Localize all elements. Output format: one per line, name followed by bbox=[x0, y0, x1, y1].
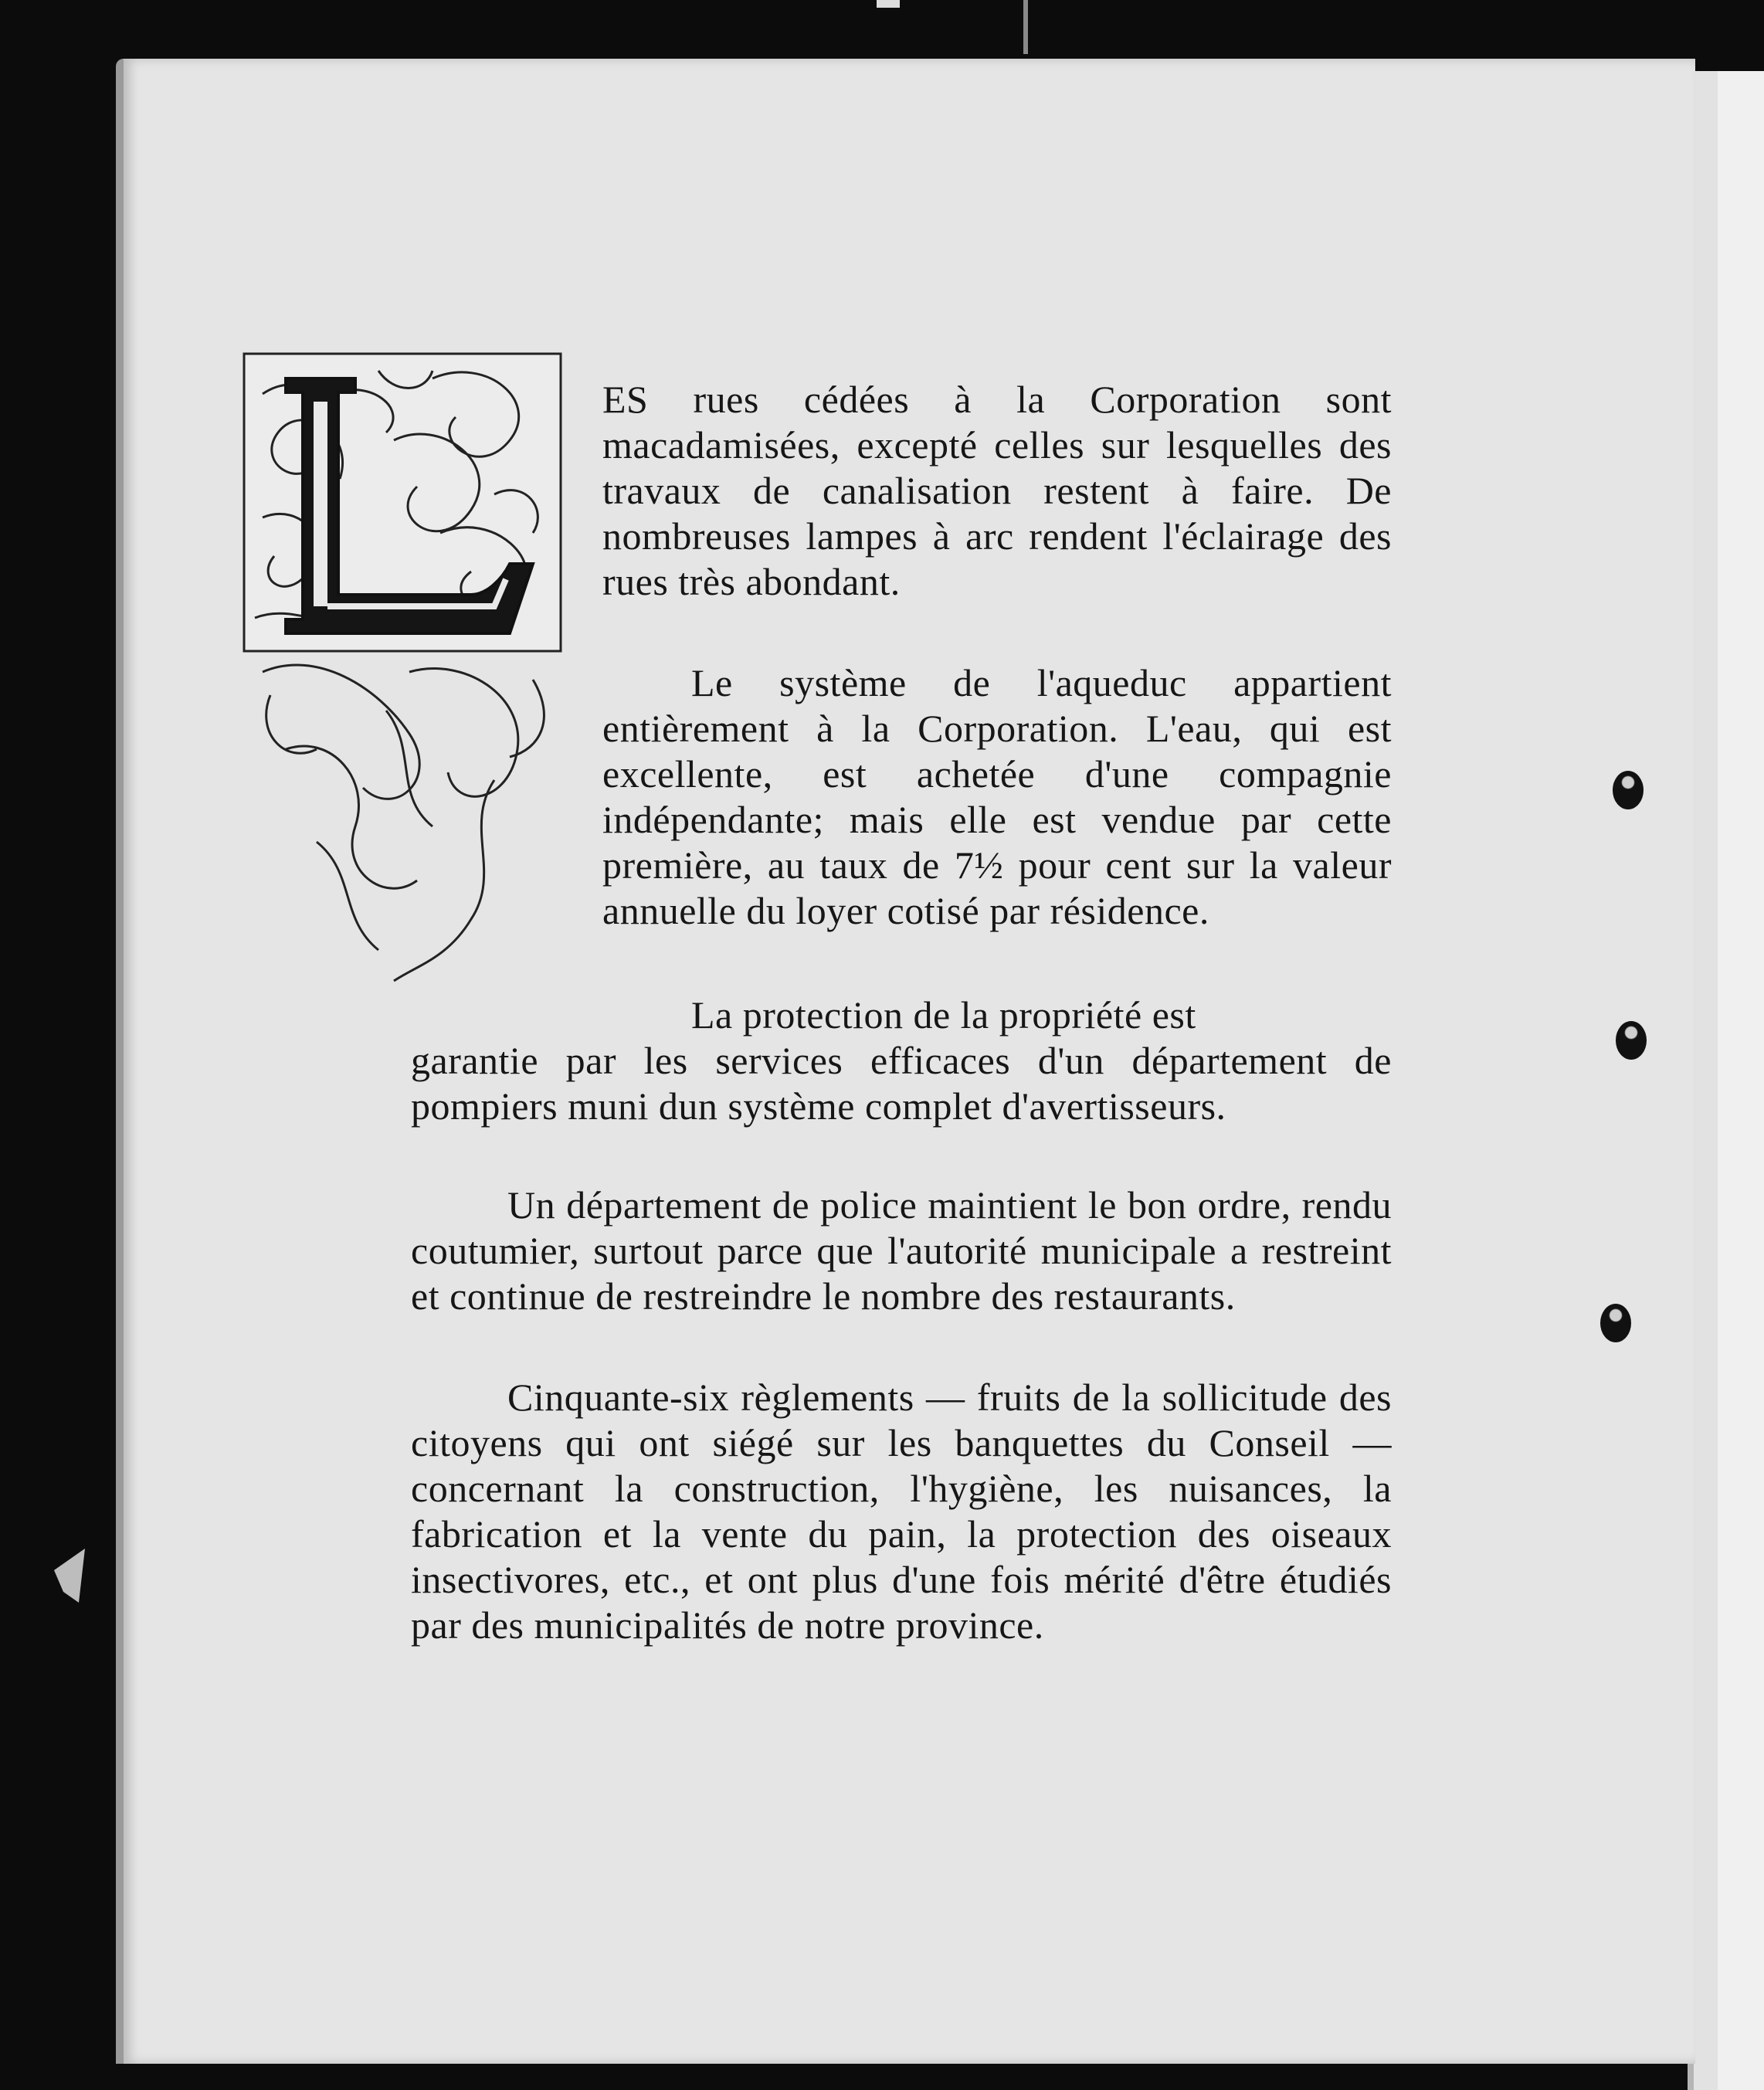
police-paragraph: Un département de police maintient le bon ordre, rendu coutumier, surtout parce que l'autorité municipale a restreint et continue de restreindre le nombre des restaurants. bbox=[411, 1183, 1392, 1318]
aqueduct-paragraph: Le système de l'aqueduc appartient entièrement à la Corporation. L'eau, qui est excellente, est achetée d'une compagnie indépendante; mais elle est vendue par cette première, au taux de 7½ pour cent sur la valeur annuelle du loyer cotisé par résidence. bbox=[602, 661, 1392, 932]
scan-speck bbox=[877, 0, 900, 8]
punch-hole bbox=[1616, 1021, 1647, 1060]
punch-hole bbox=[1600, 1304, 1631, 1342]
fire-paragraph-opening: La protection de la propriété est bbox=[691, 993, 1196, 1037]
scan-speck bbox=[54, 1549, 85, 1603]
scan-speck bbox=[1023, 0, 1028, 54]
adjacent-page-edge bbox=[1718, 71, 1764, 2090]
ornamental-drop-cap bbox=[239, 348, 572, 989]
bylaws-paragraph: Cinquante-six règlements — fruits de la sollicitude des citoyens qui ont siégé sur les banquettes du Conseil — concernant la construction, l'hygiène, les nuisances, la fabrication et la vente du pain, la protection des oiseaux insectivores, etc., et ont plus d'une fois mérité d'être étudiés par des municipalités de notre province. bbox=[411, 1376, 1392, 1647]
punch-hole bbox=[1613, 771, 1644, 809]
intro-paragraph: ES rues cédées à la Corporation sont macadamisées, excepté celles sur lesquelles des travaux de canalisation restent à faire. De nombreuses lampes à arc rendent l'éclairage des rues très abondant. bbox=[602, 378, 1392, 603]
fire-paragraph-body: garantie par les services efficaces d'un département de pompiers muni dun système complet d'avertisseurs. bbox=[411, 1039, 1392, 1128]
